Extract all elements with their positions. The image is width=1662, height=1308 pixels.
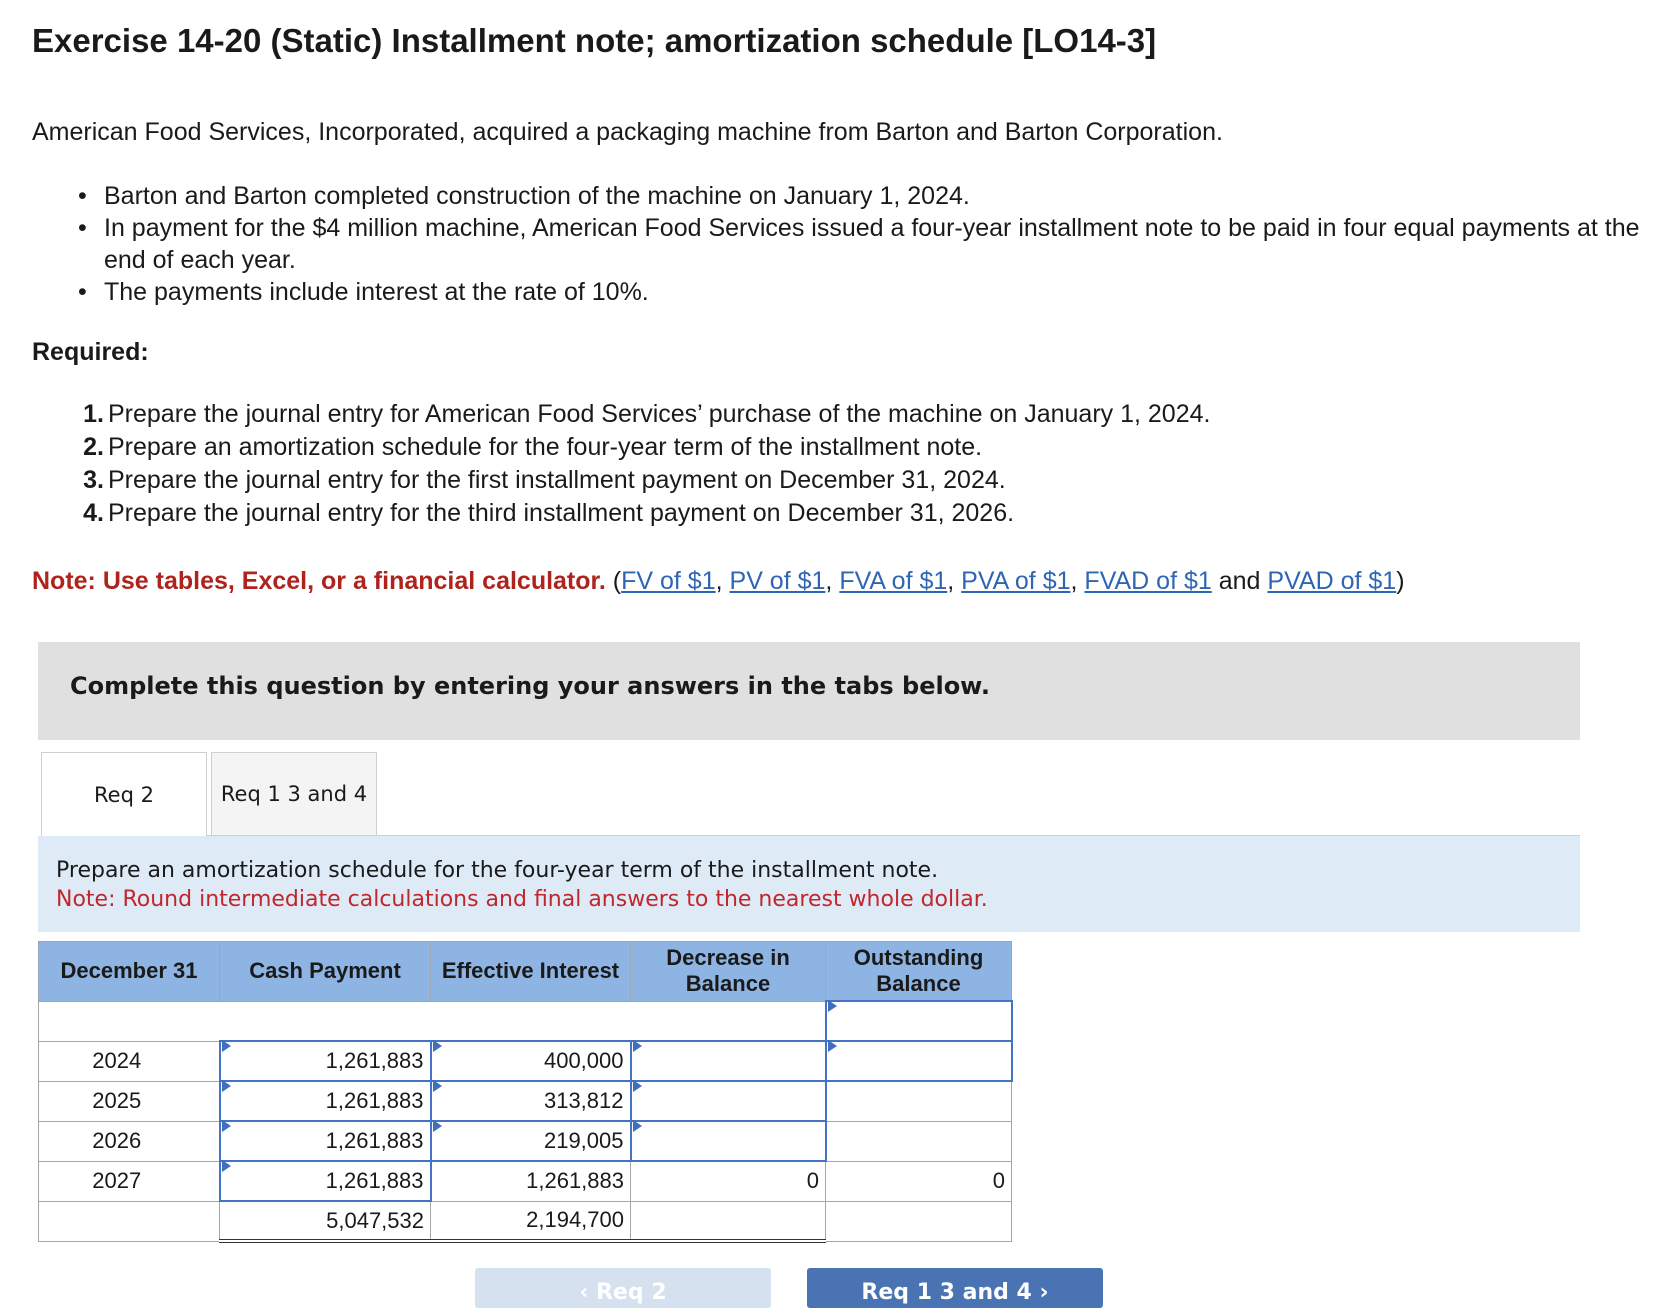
table-row: 2024 1,261,883 400,000 <box>39 1041 1012 1081</box>
col-header: December 31 <box>39 942 220 1002</box>
note-label: Note: Use tables, Excel, or a financial calculator. <box>32 567 606 595</box>
table-header-row <box>39 942 1012 1002</box>
note-line: Note: Use tables, Excel, or a financial calculator. (FV of $1, PV of $1, FVA of $1, PVA of $1, FVAD of $1 and PVAD of $1) <box>32 567 1405 595</box>
balance-cell <box>826 1121 1012 1161</box>
balance-cell: 0 <box>826 1161 1012 1201</box>
decrease-input[interactable] <box>631 1081 826 1121</box>
cash-payment-input[interactable]: 1,261,883 <box>220 1081 431 1121</box>
link-pva[interactable]: PVA of $1 <box>961 567 1071 595</box>
link-pvad[interactable]: PVAD of $1 <box>1267 567 1397 595</box>
intro-text: American Food Services, Incorporated, acquired a packaging machine from Barton and Barton Corporation. <box>32 118 1223 146</box>
total-cash-payment: 5,047,532 <box>220 1201 431 1241</box>
col-header: Outstanding Balance <box>826 942 1012 1002</box>
effective-interest-cell: 1,261,883 <box>431 1161 631 1201</box>
list-item: 2. Prepare an amortization schedule for the four-year term of the installment note. <box>83 433 983 461</box>
required-heading: Required: <box>32 338 149 366</box>
tab-instructions: Prepare an amortization schedule for the four-year term of the installment note. Note: Round intermediate calculations and final answers to the nearest whole dollar. <box>38 836 1580 932</box>
list-item: • Barton and Barton completed construction of the machine on January 1, 2024. <box>104 180 1662 212</box>
list-item: • The payments include interest at the rate of 10%. <box>104 276 1662 308</box>
balance-input[interactable] <box>826 1041 1012 1081</box>
tab-req-2[interactable]: Req 2 <box>41 752 207 836</box>
balance-cell <box>826 1081 1012 1121</box>
effective-interest-input[interactable]: 219,005 <box>431 1121 631 1161</box>
col-header: Cash Payment <box>220 942 431 1002</box>
table-row: 2025 1,261,883 313,812 <box>39 1081 1012 1121</box>
link-fv[interactable]: FV of $1 <box>621 567 716 595</box>
col-header: Decrease in Balance <box>631 942 826 1002</box>
list-item: 1. Prepare the journal entry for American Food Services’ purchase of the machine on January 1, 2024. <box>83 400 1211 428</box>
effective-interest-input[interactable]: 400,000 <box>431 1041 631 1081</box>
cash-payment-input[interactable]: 1,261,883 <box>220 1161 431 1201</box>
list-item: 3. Prepare the journal entry for the first installment payment on December 31, 2024. <box>83 466 1006 494</box>
link-pv[interactable]: PV of $1 <box>729 567 826 595</box>
cash-payment-input[interactable]: 1,261,883 <box>220 1041 431 1081</box>
list-item: • In payment for the $4 million machine, American Food Services issued a four-year installment note to be paid in four equal payments at the end of each year. <box>104 212 1662 276</box>
decrease-cell: 0 <box>631 1161 826 1201</box>
requirements-list <box>72 398 1210 530</box>
next-tab-button[interactable]: Req 1 3 and 4 › <box>807 1268 1103 1308</box>
page-title: Exercise 14-20 (Static) Installment note; amortization schedule [LO14-3] <box>32 22 1157 59</box>
tab-req-1-3-4[interactable]: Req 1 3 and 4 <box>211 752 377 836</box>
cash-payment-input[interactable]: 1,261,883 <box>220 1121 431 1161</box>
list-item: 4. Prepare the journal entry for the third installment payment on December 31, 2026. <box>83 499 1015 527</box>
facts-list <box>104 180 1662 308</box>
decrease-input[interactable] <box>631 1041 826 1081</box>
instruction-banner: Complete this question by entering your answers in the tabs below. <box>38 642 1580 740</box>
table-row: 2026 1,261,883 219,005 <box>39 1121 1012 1161</box>
totals-row <box>39 1201 1012 1241</box>
prev-tab-button[interactable]: ‹ Req 2 <box>475 1268 771 1308</box>
table-row: 2027 1,261,883 1,261,883 0 0 <box>39 1161 1012 1201</box>
link-fva[interactable]: FVA of $1 <box>839 567 948 595</box>
col-header: Effective Interest <box>431 942 631 1002</box>
effective-interest-input[interactable]: 313,812 <box>431 1081 631 1121</box>
initial-balance-input[interactable] <box>826 1001 1012 1041</box>
amortization-table <box>38 941 1013 1243</box>
decrease-input[interactable] <box>631 1121 826 1161</box>
link-fvad[interactable]: FVAD of $1 <box>1084 567 1212 595</box>
table-row <box>39 1001 1012 1041</box>
total-effective-interest: 2,194,700 <box>431 1201 631 1241</box>
